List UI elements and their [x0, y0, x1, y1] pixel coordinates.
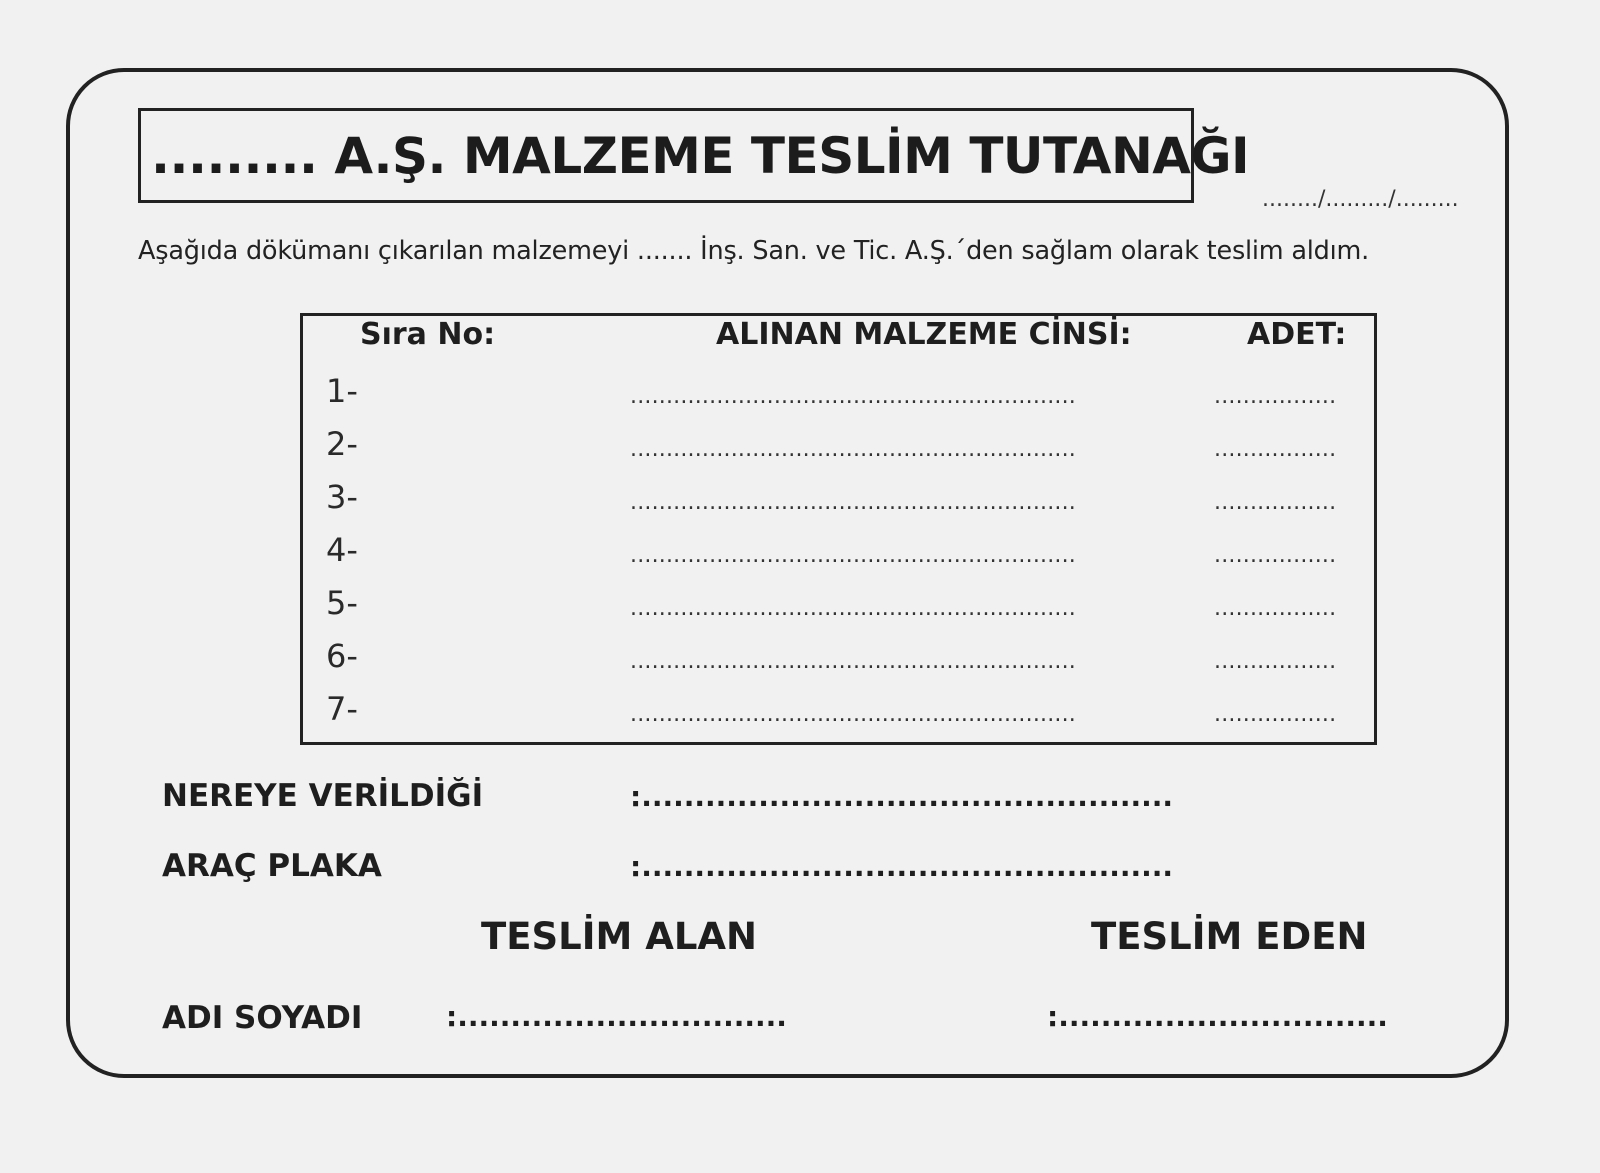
table-row	[0, 531, 1600, 581]
row-number: 5-	[326, 584, 358, 622]
table-row	[0, 478, 1600, 528]
row-number: 1-	[326, 372, 358, 410]
row-number: 3-	[326, 478, 358, 516]
adet-field[interactable]: .................	[1214, 596, 1337, 621]
header-malzeme: ALINAN MALZEME CİNSİ:	[716, 317, 1132, 352]
adet-field[interactable]: .................	[1214, 543, 1337, 568]
malzeme-field[interactable]: ..............................................................	[630, 702, 1076, 727]
teslim-eden-name-field[interactable]: :...............................	[1047, 1000, 1388, 1033]
malzeme-field[interactable]: ..............................................................	[630, 437, 1076, 462]
adet-field[interactable]: .................	[1214, 649, 1337, 674]
malzeme-field[interactable]: ..............................................................	[630, 543, 1076, 568]
adi-soyadi-label: ADI SOYADI	[162, 1000, 363, 1036]
malzeme-field[interactable]: ..............................................................	[630, 384, 1076, 409]
row-number: 7-	[326, 690, 358, 728]
plaka-field[interactable]: :..................................................	[630, 850, 1174, 883]
table-row	[0, 690, 1600, 740]
table-row	[0, 637, 1600, 687]
malzeme-field[interactable]: ..............................................................	[630, 490, 1076, 515]
header-adet: ADET:	[1247, 317, 1347, 352]
plaka-label: ARAÇ PLAKA	[162, 848, 382, 884]
nereye-label: NEREYE VERİLDİĞİ	[162, 778, 484, 814]
row-number: 2-	[326, 425, 358, 463]
adet-field[interactable]: .................	[1214, 384, 1337, 409]
date-field[interactable]: ......../........./.........	[1262, 187, 1459, 212]
table-row	[0, 425, 1600, 475]
adet-field[interactable]: .................	[1214, 490, 1337, 515]
malzeme-field[interactable]: ..............................................................	[630, 649, 1076, 674]
row-number: 4-	[326, 531, 358, 569]
form-title: ......... A.Ş. MALZEME TESLİM TUTANAĞI	[151, 126, 1250, 185]
adet-field[interactable]: .................	[1214, 437, 1337, 462]
adet-field[interactable]: .................	[1214, 702, 1337, 727]
malzeme-field[interactable]: ..............................................................	[630, 596, 1076, 621]
teslim-alan-name-field[interactable]: :...............................	[446, 1000, 787, 1033]
table-row	[0, 584, 1600, 634]
header-sira-no: Sıra No:	[360, 317, 496, 352]
table-row	[0, 372, 1600, 422]
nereye-field[interactable]: :..................................................	[630, 780, 1174, 813]
intro-text: Aşağıda dökümanı çıkarılan malzemeyi ....... İnş. San. ve Tic. A.Ş.´den sağlam olarak teslim aldım.	[138, 236, 1370, 266]
title-box	[138, 108, 1250, 203]
teslim-eden-heading: TESLİM EDEN	[1091, 915, 1368, 958]
row-number: 6-	[326, 637, 358, 675]
teslim-alan-heading: TESLİM ALAN	[481, 915, 758, 958]
